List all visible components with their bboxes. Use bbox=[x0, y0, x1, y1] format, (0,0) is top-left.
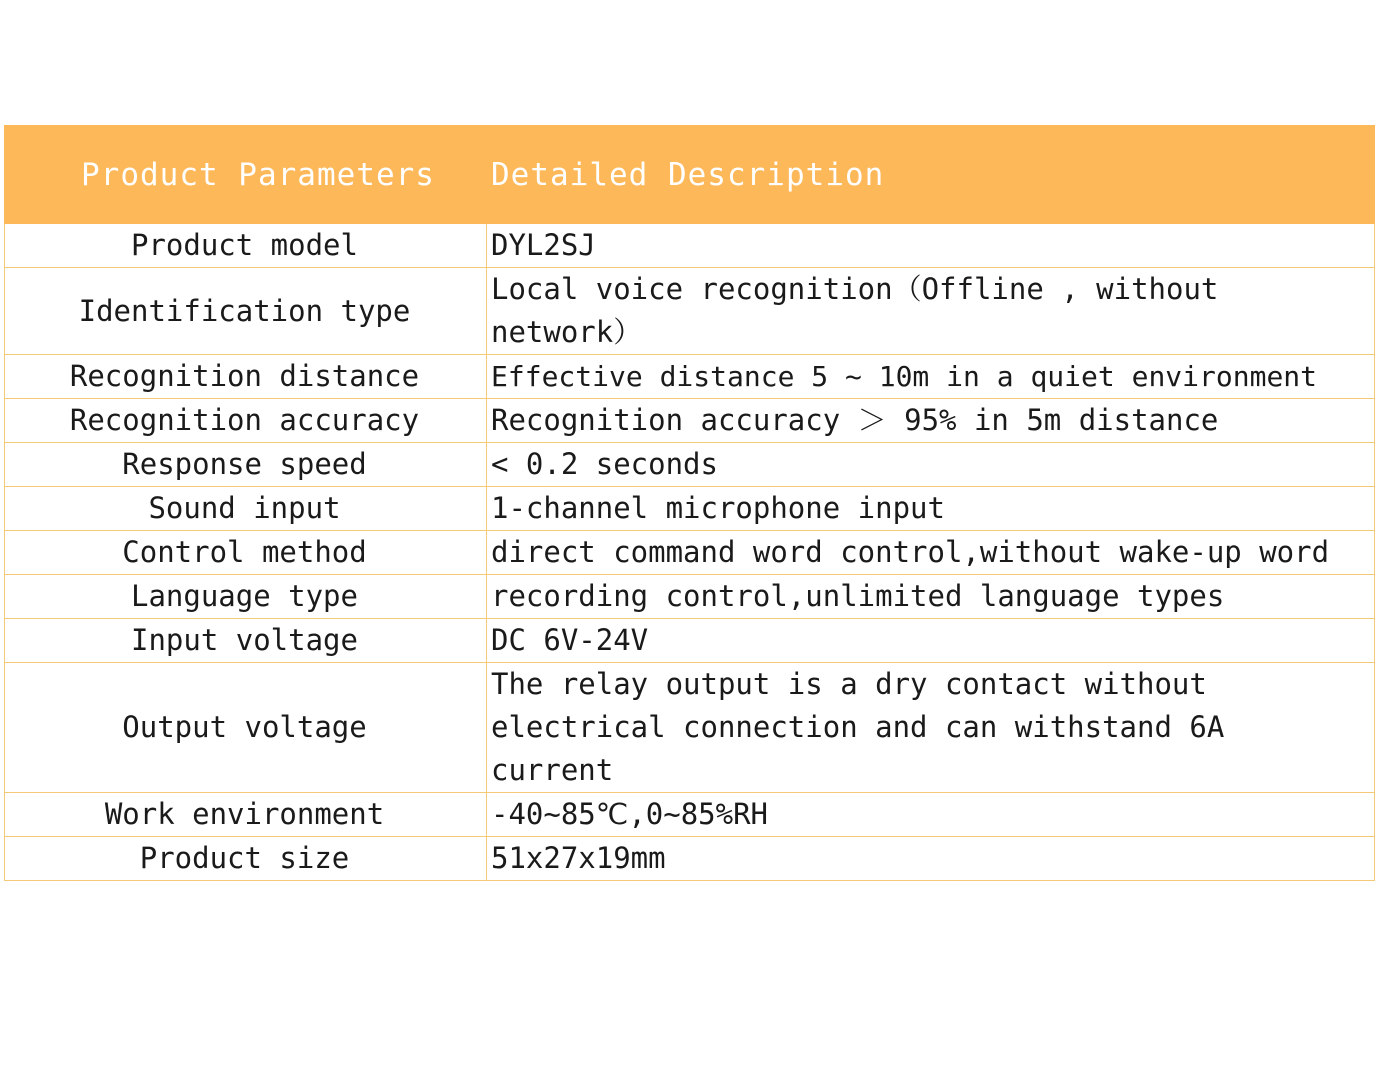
row-parameter: Language type bbox=[5, 575, 487, 619]
row-description: DYL2SJ bbox=[487, 224, 1375, 268]
row-parameter: Control method bbox=[5, 531, 487, 575]
row-description: recording control,unlimited language types bbox=[487, 575, 1375, 619]
table-row bbox=[5, 268, 1375, 355]
table-row bbox=[5, 663, 1375, 793]
table-row bbox=[5, 399, 1375, 443]
row-parameter: Recognition accuracy bbox=[5, 399, 487, 443]
table-row bbox=[5, 443, 1375, 487]
row-parameter: Input voltage bbox=[5, 619, 487, 663]
row-parameter: Product size bbox=[5, 837, 487, 881]
table-header-row bbox=[5, 126, 1375, 224]
row-description: 51x27x19mm bbox=[487, 837, 1375, 881]
row-description: The relay output is a dry contact without electrical connection and can withstand 6A current bbox=[487, 663, 1375, 793]
table-row bbox=[5, 793, 1375, 837]
row-parameter: Identification type bbox=[5, 268, 487, 355]
table-row bbox=[5, 531, 1375, 575]
product-parameters-table bbox=[4, 125, 1375, 881]
row-parameter: Recognition distance bbox=[5, 355, 487, 399]
row-parameter: Response speed bbox=[5, 443, 487, 487]
row-description: direct command word control,without wake-up word bbox=[487, 531, 1375, 575]
row-parameter: Output voltage bbox=[5, 663, 487, 793]
row-parameter: Sound input bbox=[5, 487, 487, 531]
row-description: 1-channel microphone input bbox=[487, 487, 1375, 531]
row-description: Recognition accuracy ＞ 95% in 5m distance bbox=[487, 399, 1375, 443]
row-parameter: Work environment bbox=[5, 793, 487, 837]
table-row bbox=[5, 487, 1375, 531]
row-description: -40~85℃,0~85%RH bbox=[487, 793, 1375, 837]
table-row bbox=[5, 224, 1375, 268]
table-row bbox=[5, 619, 1375, 663]
table-row bbox=[5, 837, 1375, 881]
row-description: Local voice recognition（Offline , without network） bbox=[487, 268, 1375, 355]
table-row bbox=[5, 355, 1375, 399]
row-parameter: Product model bbox=[5, 224, 487, 268]
header-detailed-description: Detailed Description bbox=[487, 126, 1375, 224]
table-row bbox=[5, 575, 1375, 619]
row-description: Effective distance 5 ~ 10m in a quiet environment bbox=[487, 355, 1375, 399]
header-product-parameters: Product Parameters bbox=[5, 126, 487, 224]
row-description: < 0.2 seconds bbox=[487, 443, 1375, 487]
row-description: DC 6V-24V bbox=[487, 619, 1375, 663]
